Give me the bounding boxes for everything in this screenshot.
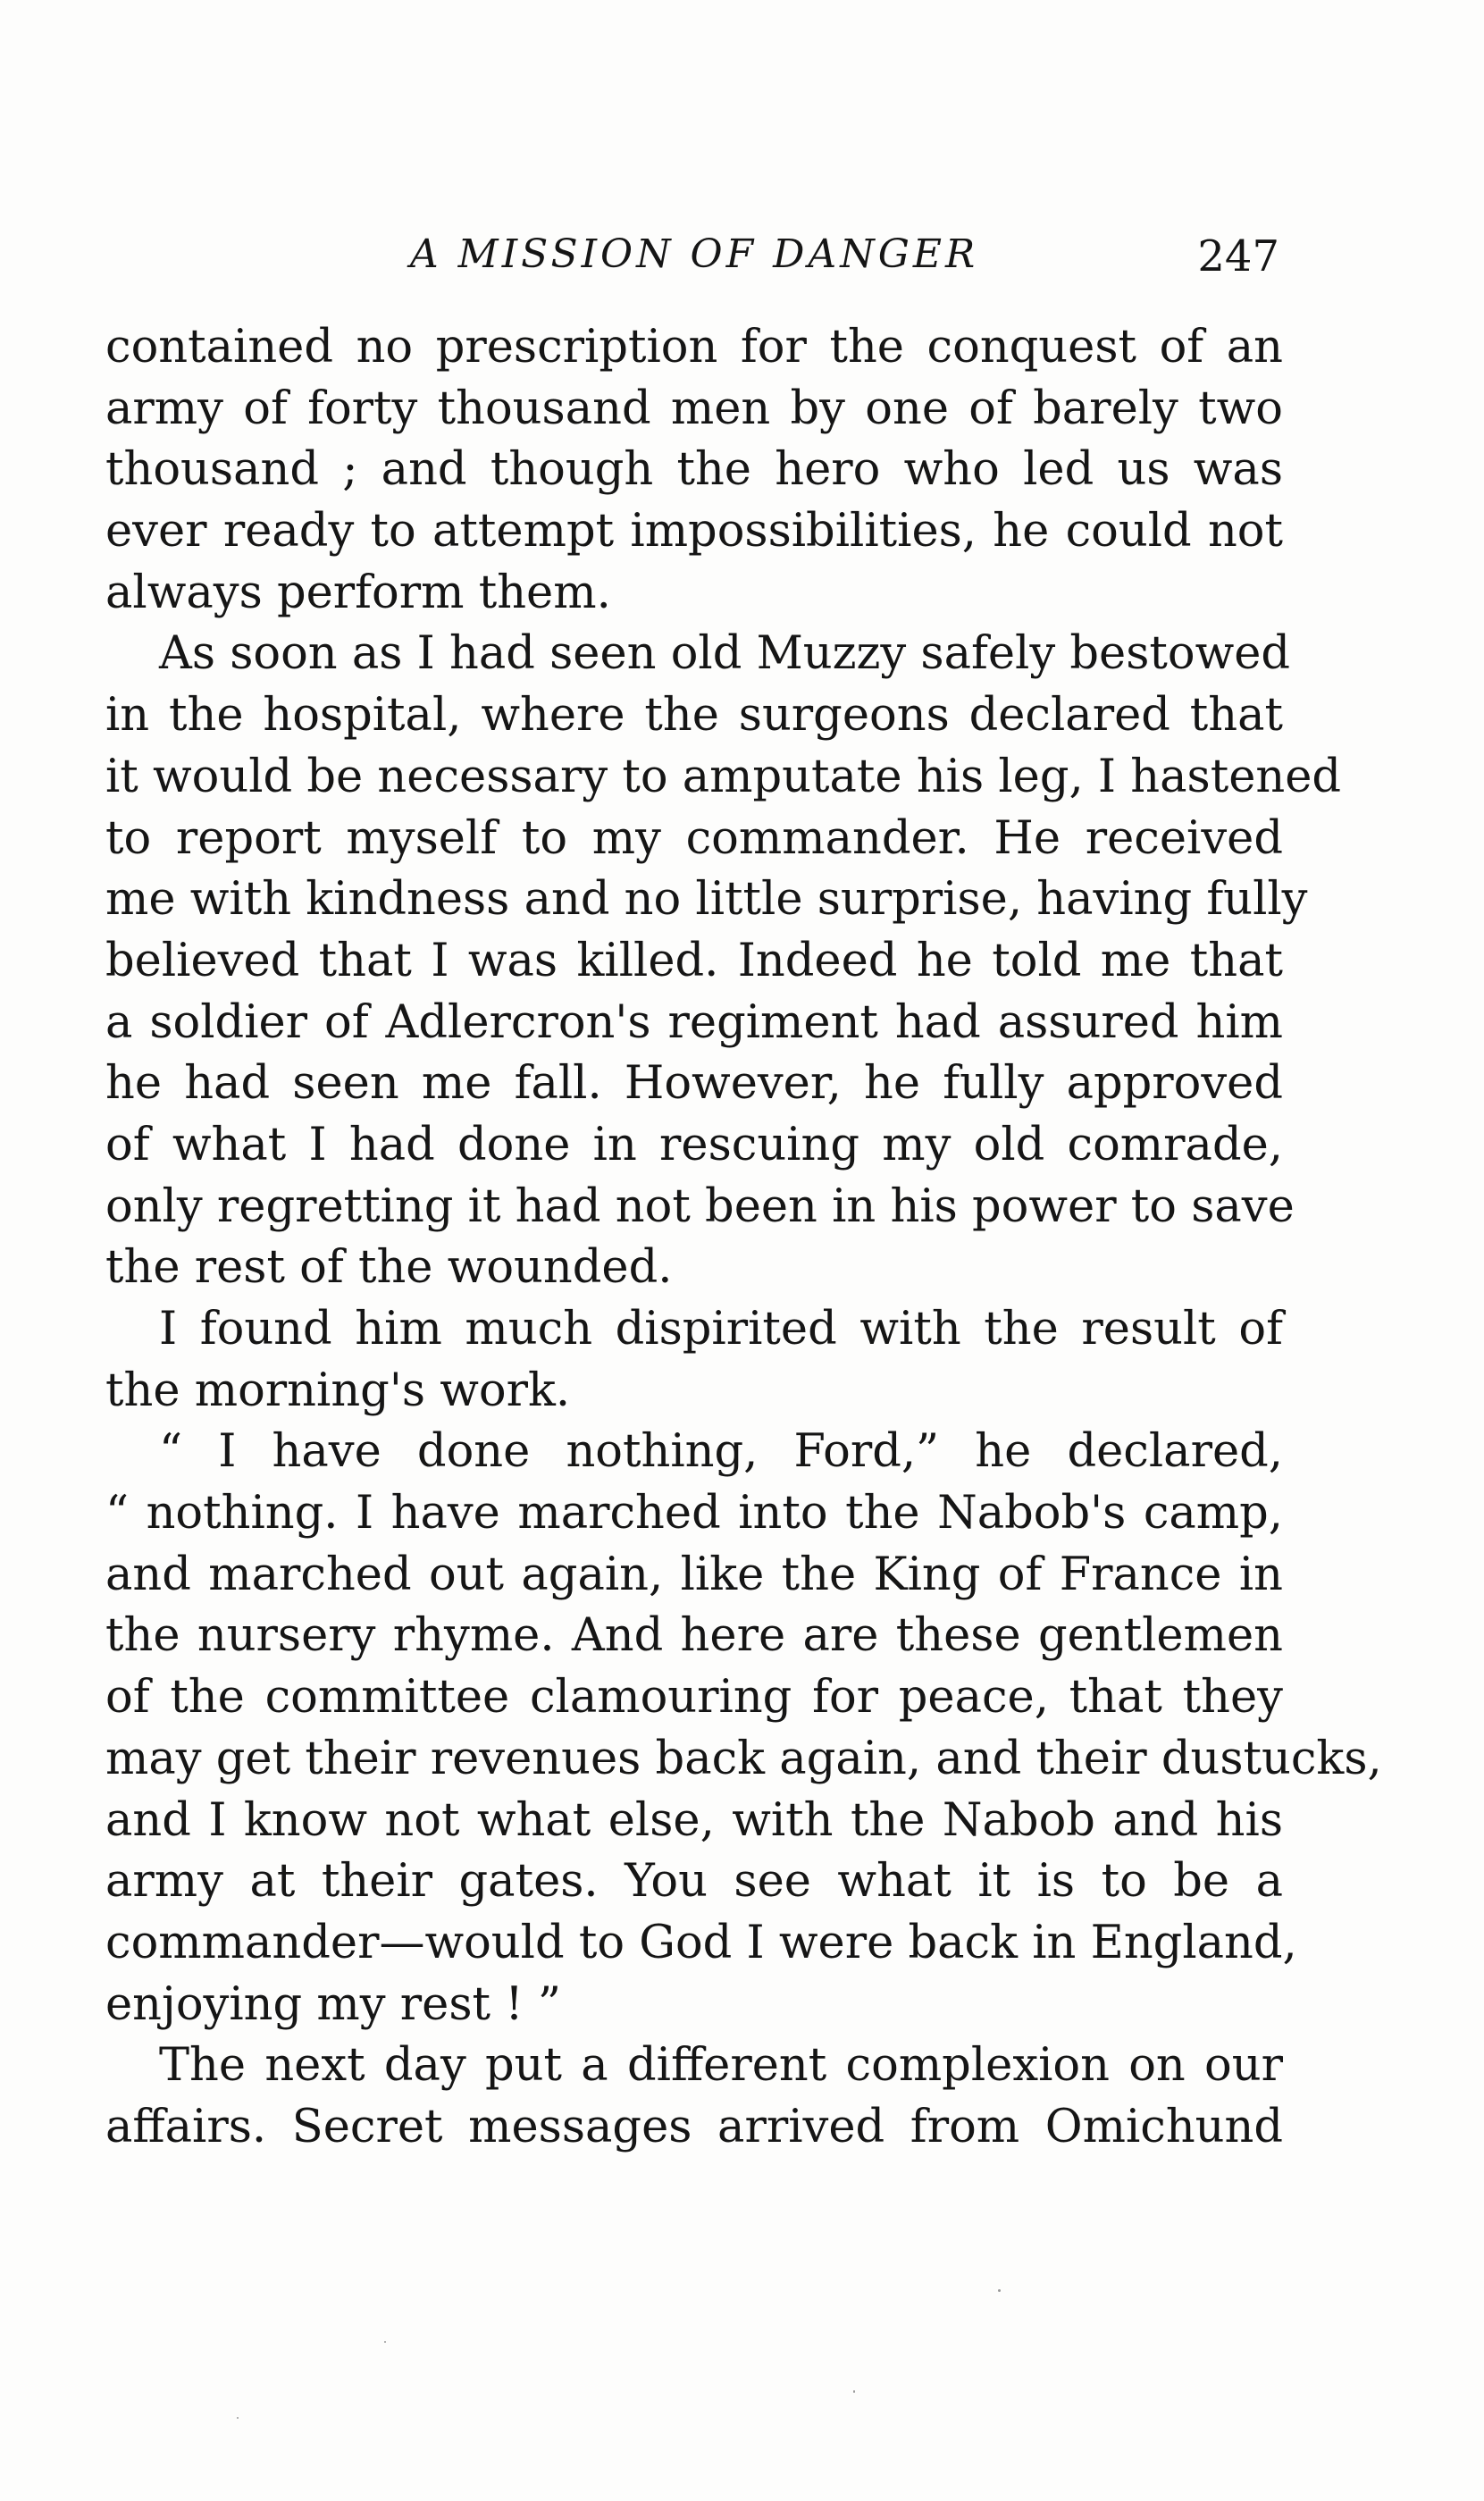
running-header: [105, 223, 1283, 286]
text-line: and marched out again, like the King of France in: [105, 1548, 1283, 1601]
text-line: me with kindness and no little surprise, having fully: [105, 873, 1308, 927]
text-line: believed that I was killed. Indeed he told me that: [105, 934, 1283, 987]
paragraph-start-line: As soon as I had seen old Muzzy safely bestowed: [159, 627, 1291, 681]
text-line: affairs. Secret messages arrived from Omichund: [105, 2100, 1283, 2153]
running-title: A MISSION OF DANGER: [409, 231, 979, 277]
text-line: to report myself to my commander. He received: [105, 811, 1283, 865]
paragraph-start-line: I found him much dispirited with the result of: [159, 1303, 1283, 1355]
text-line: it would be necessary to amputate his leg, I hastened: [105, 750, 1342, 803]
text-line: only regretting it had not been in his power to save: [105, 1179, 1295, 1233]
text-line: a soldier of Adlercron's regiment had assured him: [105, 995, 1283, 1049]
page-number: 247: [1197, 231, 1279, 281]
paper-speck: [384, 2341, 386, 2343]
text-line: of what I had done in rescuing my old comrade,: [105, 1118, 1283, 1171]
paper-speck: [237, 2417, 239, 2419]
text-line: he had seen me fall. However, he fully approved: [105, 1057, 1283, 1111]
text-line: contained no prescription for the conquest of an: [105, 321, 1283, 373]
text-line: the rest of the wounded.: [105, 1241, 673, 1295]
paragraph-start-line: “ I have done nothing, Ford,” he declared,: [159, 1425, 1283, 1479]
text-line: the nursery rhyme. And here are these gentlemen: [105, 1609, 1283, 1663]
text-line: commander—would to God I were back in England,: [105, 1916, 1297, 1969]
text-line: ever ready to attempt impossibilities, he could not: [105, 505, 1283, 558]
text-line: always perform them.: [105, 566, 611, 619]
text-line: and I know not what else, with the Nabob and his: [105, 1793, 1283, 1847]
paragraph-start-line: The next day put a different complexion on our: [159, 2039, 1283, 2093]
text-line: “ nothing. I have marched into the Nabob's camp,: [105, 1487, 1283, 1540]
text-line: army at their gates. You see what it is to be a: [105, 1855, 1283, 1909]
paper-speck: [998, 2289, 1001, 2292]
body-text: [105, 317, 1382, 2159]
text-line: thousand ; and though the hero who led us was: [105, 443, 1283, 497]
text-line: enjoying my rest ! ”: [105, 1977, 561, 2031]
text-line: of the committee clamouring for peace, that they: [105, 1671, 1283, 1725]
text-line: in the hospital, where the surgeons declared that: [105, 689, 1283, 743]
text-line: may get their revenues back again, and their dustucks,: [105, 1732, 1382, 1785]
text-line: the morning's work.: [105, 1364, 571, 1417]
paper-speck: [853, 2390, 855, 2393]
text-line: army of forty thousand men by one of barely two: [105, 382, 1283, 435]
